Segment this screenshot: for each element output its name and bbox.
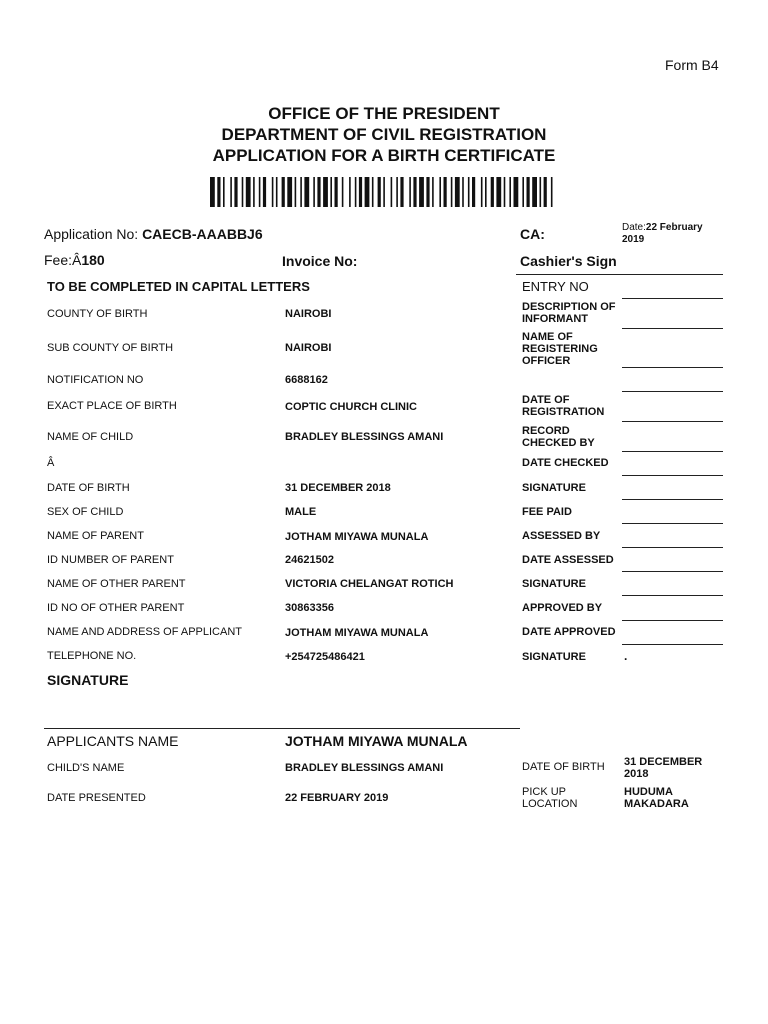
field-value: +254725486421: [285, 651, 365, 663]
office-field-label: SIGNATURE: [522, 651, 586, 663]
barcode-bar: [223, 177, 225, 207]
field-label: Â: [47, 457, 55, 469]
barcode-bar: [391, 177, 393, 207]
barcode-bar: [323, 177, 328, 207]
office-field-line: [622, 620, 723, 621]
office-field-label: NAME OF REGISTERING OFFICER: [522, 331, 598, 367]
office-field-line: [622, 451, 723, 452]
barcode-bar: [272, 177, 274, 207]
pickup-location-value: [624, 786, 689, 810]
applicants-name-label: APPLICANTS NAME: [47, 733, 179, 749]
field-value: 24621502: [285, 554, 334, 566]
field-label: EXACT PLACE OF BIRTH: [47, 400, 177, 412]
cashier-sign-label: Cashier's Sign: [520, 253, 617, 269]
barcode-bar: [365, 177, 370, 207]
barcode-bar: [468, 177, 470, 207]
childs-name-label: CHILD'S NAME: [47, 762, 125, 774]
office-field-line: [622, 391, 723, 392]
application-no-label: Application No:: [44, 226, 143, 242]
field-value: JOTHAM MIYAWA MUNALA: [285, 531, 429, 543]
barcode-bar: [400, 177, 403, 207]
field-value: MALE: [285, 506, 317, 518]
application-no-value: CAECB-AAABBJ6: [142, 226, 263, 242]
office-field-label: SIGNATURE: [522, 578, 586, 590]
field-label: NAME OF CHILD: [47, 431, 134, 443]
barcode-bar: [532, 177, 537, 207]
office-field-label: DATE OF REGISTRATION: [522, 394, 605, 418]
barcode-bar: [522, 177, 524, 207]
header-title: APPLICATION FOR A BIRTH CERTIFICATE: [212, 146, 556, 165]
invoice-label: Invoice No:: [282, 253, 358, 269]
barcode-bar: [330, 177, 332, 207]
barcode-bar: [544, 177, 547, 207]
field-label: ID NUMBER OF PARENT: [47, 554, 174, 566]
pickup-label-line1: PICK UP: [522, 786, 567, 798]
form-id: Form B4: [665, 57, 719, 73]
office-field-line: [622, 571, 723, 572]
office-field-label: ASSESSED BY: [522, 530, 601, 542]
field-label: NAME OF PARENT: [47, 530, 144, 542]
barcode-bar: [527, 177, 530, 207]
barcode: [210, 177, 558, 207]
pickup-value-line1: HUDUMA: [624, 786, 673, 798]
barcode-bar: [472, 177, 475, 207]
section-title: TO BE COMPLETED IN CAPITAL LETTERS: [47, 279, 310, 294]
barcode-bar: [313, 177, 315, 207]
barcode-bar: [282, 177, 285, 207]
office-field-line: [622, 595, 723, 596]
date-presented-value: 22 FEBRUARY 2019: [285, 792, 389, 804]
barcode-bar: [439, 177, 441, 207]
barcode-bar: [462, 177, 464, 207]
barcode-bar: [540, 177, 542, 207]
slip-dob-value-line2: 2018: [624, 768, 649, 780]
barcode-bar: [426, 177, 429, 207]
slip-dob-value-line1: 31 DECEMBER: [624, 756, 703, 768]
office-field-line: [622, 421, 723, 422]
slip-dob-label: DATE OF BIRTH: [522, 761, 605, 773]
field-value: 6688162: [285, 374, 328, 386]
pickup-label-line2: LOCATION: [522, 798, 578, 810]
applicants-name-value: JOTHAM MIYAWA MUNALA: [285, 733, 468, 749]
field-value: VICTORIA CHELANGAT ROTICH: [285, 578, 454, 590]
office-field-line: [622, 644, 723, 645]
barcode-bar: [378, 177, 381, 207]
field-label: SEX OF CHILD: [47, 506, 124, 518]
field-value: 31 DECEMBER 2018: [285, 482, 391, 494]
office-field-line: [622, 367, 723, 368]
field-label: NAME AND ADDRESS OF APPLICANT: [47, 626, 242, 638]
field-value: BRADLEY BLESSINGS AMANI: [285, 431, 444, 443]
barcode-bar: [409, 177, 411, 207]
barcode-bar: [413, 177, 416, 207]
office-field-label: DESCRIPTION OF INFORMANT: [522, 301, 616, 325]
office-field-label: DATE ASSESSED: [522, 554, 614, 566]
pickup-value-line2: MAKADARA: [624, 798, 689, 810]
field-value: 30863356: [285, 602, 334, 614]
fee-value: 180: [81, 252, 105, 268]
field-label: COUNTY OF BIRTH: [47, 308, 148, 320]
barcode-bar: [551, 177, 553, 207]
barcode-bar: [263, 177, 266, 207]
office-field-line: [622, 328, 723, 329]
field-label: SUB COUNTY OF BIRTH: [47, 342, 174, 354]
barcode-bar: [419, 177, 424, 207]
barcode-bar: [246, 177, 251, 207]
field-value: NAIROBI: [285, 342, 332, 354]
barcode-bar: [396, 177, 398, 207]
barcode-bar: [300, 177, 302, 207]
application-no: [44, 226, 263, 242]
barcode-bar: [230, 177, 232, 207]
barcode-bar: [491, 177, 494, 207]
office-field-label: FEE PAID: [522, 506, 572, 518]
barcode-bar: [276, 177, 278, 207]
field-value: JOTHAM MIYAWA MUNALA: [285, 627, 429, 639]
barcode-bar: [383, 177, 385, 207]
barcode-bar: [342, 177, 344, 207]
field-label: ID NO OF OTHER PARENT: [47, 602, 185, 614]
date-value-year: 2019: [622, 234, 645, 245]
barcode-bar: [372, 177, 374, 207]
barcode-bar: [253, 177, 255, 207]
signature-label: SIGNATURE: [47, 672, 129, 688]
date-presented-label: DATE PRESENTED: [47, 792, 146, 804]
signature-rule: [44, 728, 520, 729]
office-field-line: [622, 547, 723, 548]
barcode-bar: [455, 177, 460, 207]
slip-dob-value: [624, 756, 702, 780]
barcode-bar: [509, 177, 511, 207]
office-field-label: DATE CHECKED: [522, 457, 609, 469]
office-field-line: [622, 499, 723, 500]
barcode-bar: [444, 177, 447, 207]
barcode-bar: [217, 177, 220, 207]
barcode-bar: [304, 177, 309, 207]
cashier-rule: [516, 274, 723, 275]
field-label: TELEPHONE NO.: [47, 650, 137, 662]
office-field-label: DATE APPROVED: [522, 626, 616, 638]
date-label: Date:: [622, 222, 646, 233]
field-value: COPTIC CHURCH CLINIC: [285, 401, 417, 413]
date-value: 22 February: [645, 222, 703, 233]
fee: [44, 252, 105, 268]
header-department: DEPARTMENT OF CIVIL REGISTRATION: [221, 125, 547, 144]
barcode-bar: [295, 177, 297, 207]
barcode-bar: [234, 177, 237, 207]
barcode-bar: [504, 177, 506, 207]
childs-name-value: BRADLEY BLESSINGS AMANI: [285, 762, 444, 774]
barcode-bar: [317, 177, 320, 207]
barcode-bar: [485, 177, 487, 207]
barcode-bar: [481, 177, 483, 207]
office-field-line: [622, 475, 723, 476]
field-label: NOTIFICATION NO: [47, 374, 144, 386]
entry-no-label: ENTRY NO: [522, 279, 589, 294]
barcode-bar: [259, 177, 261, 207]
entry-no-line: [622, 298, 723, 299]
office-field-label: APPROVED BY: [522, 602, 603, 614]
ca-label: CA:: [520, 226, 545, 242]
barcode-bar: [451, 177, 453, 207]
barcode-bar: [335, 177, 338, 207]
barcode-bar: [355, 177, 357, 207]
field-value: NAIROBI: [285, 308, 332, 320]
barcode-bar: [287, 177, 292, 207]
barcode-bar: [514, 177, 519, 207]
barcode-bar: [349, 177, 351, 207]
barcode-bar: [210, 177, 215, 207]
field-label: NAME OF OTHER PARENT: [47, 578, 186, 590]
header-office: OFFICE OF THE PRESIDENT: [268, 104, 500, 123]
barcode-bar: [359, 177, 362, 207]
barcode-bar: [496, 177, 501, 207]
office-field-line: [622, 523, 723, 524]
barcode-bar: [432, 177, 434, 207]
barcode-bar: [242, 177, 244, 207]
signature-mark: .: [624, 649, 628, 663]
office-field-label: RECORD CHECKED BY: [522, 425, 595, 449]
office-field-label: SIGNATURE: [522, 482, 586, 494]
pickup-location-label: [522, 786, 577, 810]
field-label: DATE OF BIRTH: [47, 482, 130, 494]
fee-label: Fee:Â: [44, 252, 82, 268]
date-field: [622, 222, 722, 246]
